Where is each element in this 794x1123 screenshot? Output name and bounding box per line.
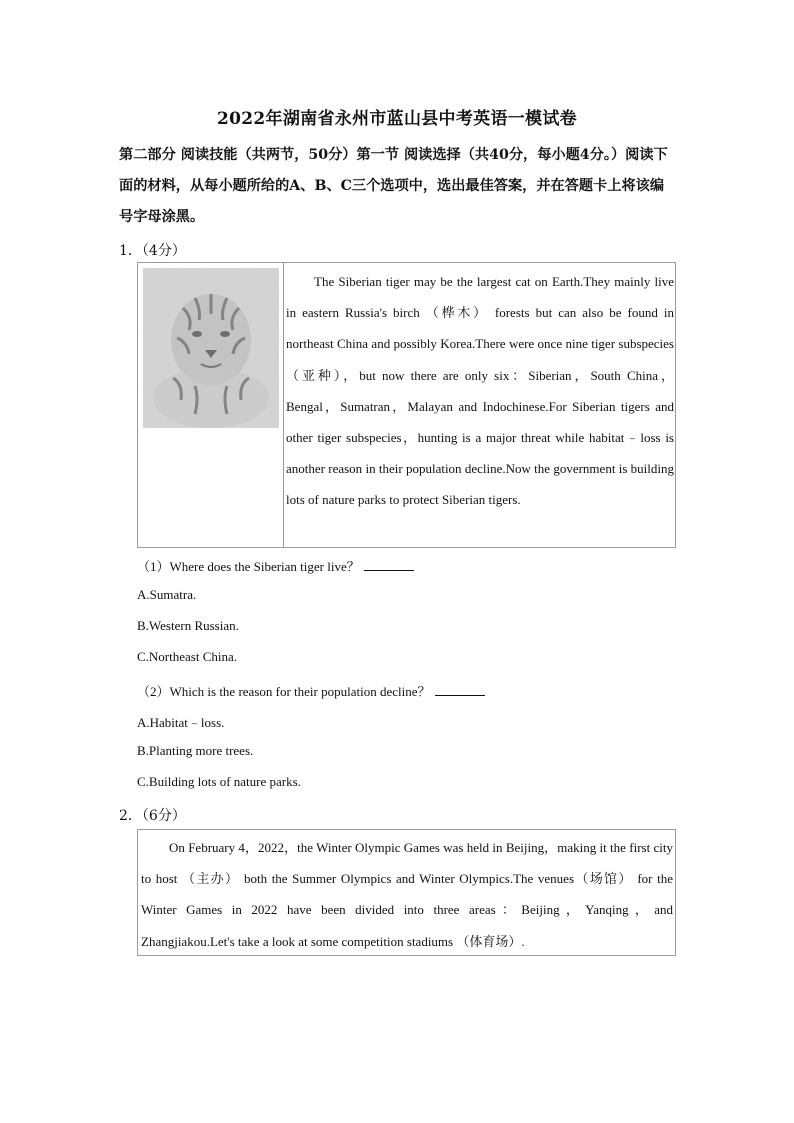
question-1-1-option-a: A.Sumatra. <box>137 587 197 602</box>
question-1-1-text: （1）Where does the Siberian tiger live？ <box>137 559 360 574</box>
question-2-number: 2．（6分） <box>119 808 186 824</box>
answer-blank[interactable] <box>435 685 485 696</box>
question-2-passage <box>141 832 673 957</box>
question-1-passage-text: The Siberian tiger may be the largest cat on Earth.They mainly live in eastern Russia's birch （桦木） forests but can also be found in northeast China and possibly Korea.There were once nine tiger subspecies （亚种），but now there are only six：Siberian，South China，Bengal，Sumatran，Malayan and Indochinese.For Siberian tigers and other tiger subspecies，hunting is a major threat while habitat﹣loss is another reason in their population decline.Now the government is building lots of nature parks to protect Siberian tigers. <box>286 274 674 508</box>
question-1-passage-box <box>137 262 676 548</box>
question-2-passage-box <box>137 829 676 956</box>
tiger-image-cell <box>138 263 284 547</box>
page-title: 2022年湖南省永州市蓝山县中考英语一模试卷 <box>217 109 577 129</box>
question-1-2-line <box>137 681 485 700</box>
question-1-2-option-b: B.Planting more trees. <box>137 743 254 758</box>
answer-blank[interactable] <box>364 560 414 571</box>
question-1-number: 1．（4分） <box>119 243 186 259</box>
question-1-2-text: （2）Which is the reason for their population decline？ <box>137 684 431 699</box>
question-1-passage <box>286 266 674 516</box>
section-instructions: 第二部分 阅读技能（共两节，50分）第一节 阅读选择（共40分，每小题4分。）阅读下面的材料，从每小题所给的A、B、C三个选项中，选出最佳答案，并在答题卡上将该编号字母涂黑。 <box>119 147 668 225</box>
question-1-2-option-a: A.Habitat﹣loss. <box>137 715 225 730</box>
question-1-1-line <box>137 556 414 575</box>
tiger-image <box>143 268 279 428</box>
question-1-1-option-c: C.Northeast China. <box>137 649 238 664</box>
question-2-passage-text: On February 4，2022，the Winter Olympic Games was held in Beijing，making it the first city to host （主办） both the Summer Olympics and Winter Olympics.The venues（场馆） for the Winter Games in 2022 have been divided into three areas：Beijing，Yanqing，and Zhangjiakou.Let's take a look at some competition stadiums （体育场）. <box>141 840 673 949</box>
question-1-2-option-c: C.Building lots of nature parks. <box>137 774 301 789</box>
question-1-1-option-b: B.Western Russian. <box>137 618 239 633</box>
